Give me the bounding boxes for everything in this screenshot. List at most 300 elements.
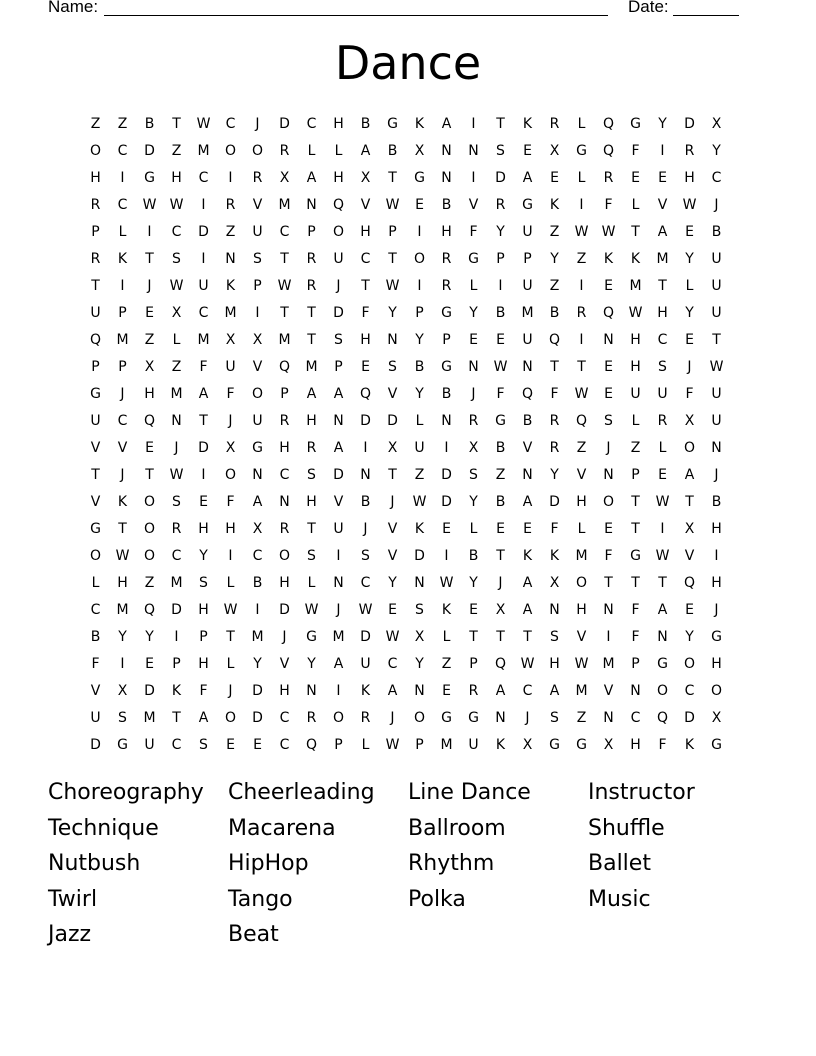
grid-letter[interactable]: T [307, 332, 316, 348]
grid-letter[interactable]: C [360, 575, 371, 591]
grid-letter[interactable]: V [603, 683, 614, 699]
grid-letter[interactable]: Y [388, 305, 397, 321]
grid-letter[interactable]: K [117, 251, 128, 267]
grid-letter[interactable]: Y [253, 656, 262, 672]
grid-letter[interactable]: B [414, 359, 425, 375]
grid-letter[interactable]: Z [90, 116, 101, 132]
grid-letter[interactable]: C [279, 737, 290, 753]
grid-letter[interactable]: T [91, 467, 100, 483]
grid-letter[interactable]: X [522, 737, 533, 753]
grid-letter[interactable]: O [413, 251, 426, 267]
grid-letter[interactable]: M [116, 602, 129, 618]
grid-letter[interactable]: L [172, 332, 181, 348]
grid-letter[interactable]: K [225, 278, 236, 294]
grid-letter[interactable]: W [169, 197, 184, 213]
grid-letter[interactable]: P [253, 278, 262, 294]
grid-letter[interactable]: Q [278, 359, 291, 375]
grid-letter[interactable]: K [441, 602, 452, 618]
grid-letter[interactable]: J [255, 116, 260, 132]
grid-letter[interactable]: Y [145, 629, 154, 645]
grid-letter[interactable]: E [604, 521, 613, 537]
grid-letter[interactable]: R [306, 251, 317, 267]
grid-letter[interactable]: Y [658, 116, 667, 132]
grid-letter[interactable]: Q [305, 737, 318, 753]
grid-letter[interactable]: I [714, 548, 719, 564]
grid-letter[interactable]: A [657, 224, 668, 240]
grid-letter[interactable]: J [120, 386, 125, 402]
grid-letter[interactable]: I [120, 170, 125, 186]
grid-letter[interactable]: H [630, 359, 641, 375]
grid-letter[interactable]: I [579, 278, 584, 294]
grid-letter[interactable]: U [711, 413, 722, 429]
grid-letter[interactable]: N [171, 413, 182, 429]
grid-letter[interactable]: Y [118, 629, 127, 645]
grid-letter[interactable]: L [415, 413, 424, 429]
grid-letter[interactable]: N [306, 197, 317, 213]
grid-letter[interactable]: H [630, 737, 641, 753]
grid-letter[interactable]: J [471, 386, 476, 402]
grid-letter[interactable]: U [90, 413, 101, 429]
grid-letter[interactable]: V [576, 467, 587, 483]
grid-letter[interactable]: B [441, 197, 452, 213]
grid-letter[interactable]: T [388, 170, 397, 186]
grid-letter[interactable]: X [387, 440, 398, 456]
grid-letter[interactable]: V [468, 197, 479, 213]
grid-letter[interactable]: G [468, 710, 479, 726]
grid-letter[interactable]: L [577, 170, 586, 186]
grid-letter[interactable]: O [224, 710, 237, 726]
grid-letter[interactable]: R [306, 278, 317, 294]
grid-letter[interactable]: U [333, 521, 344, 537]
grid-letter[interactable]: U [711, 305, 722, 321]
grid-letter[interactable]: R [603, 170, 614, 186]
grid-letter[interactable]: X [711, 116, 722, 132]
grid-letter[interactable]: L [226, 575, 235, 591]
grid-letter[interactable]: G [414, 170, 425, 186]
grid-letter[interactable]: C [225, 116, 236, 132]
grid-letter[interactable]: F [199, 359, 208, 375]
grid-letter[interactable]: N [549, 602, 560, 618]
grid-letter[interactable]: I [363, 440, 368, 456]
grid-letter[interactable]: E [604, 278, 613, 294]
grid-letter[interactable]: X [684, 521, 695, 537]
grid-letter[interactable]: I [498, 278, 503, 294]
grid-letter[interactable]: T [496, 548, 505, 564]
grid-letter[interactable]: H [684, 170, 695, 186]
grid-letter[interactable]: T [307, 305, 316, 321]
grid-letter[interactable]: S [415, 602, 424, 618]
grid-letter[interactable]: B [711, 494, 722, 510]
grid-letter[interactable]: Q [359, 386, 372, 402]
grid-letter[interactable]: T [361, 278, 370, 294]
grid-letter[interactable]: Y [415, 386, 424, 402]
grid-letter[interactable]: X [279, 170, 290, 186]
grid-letter[interactable]: S [496, 143, 505, 159]
grid-letter[interactable]: U [414, 440, 425, 456]
grid-letter[interactable]: O [89, 143, 102, 159]
grid-letter[interactable]: N [468, 143, 479, 159]
grid-letter[interactable]: I [471, 116, 476, 132]
grid-letter[interactable]: R [495, 197, 506, 213]
grid-letter[interactable]: U [522, 278, 533, 294]
grid-letter[interactable]: Q [143, 413, 156, 429]
grid-letter[interactable]: K [549, 197, 560, 213]
grid-letter[interactable]: E [145, 656, 154, 672]
grid-letter[interactable]: Z [549, 278, 560, 294]
grid-letter[interactable]: R [576, 305, 587, 321]
grid-letter[interactable]: U [225, 359, 236, 375]
grid-letter[interactable]: V [252, 197, 263, 213]
grid-letter[interactable]: R [549, 413, 560, 429]
grid-letter[interactable]: A [657, 602, 668, 618]
grid-letter[interactable]: Y [199, 548, 208, 564]
grid-letter[interactable]: S [253, 251, 262, 267]
grid-letter[interactable]: S [172, 494, 181, 510]
grid-letter[interactable]: R [279, 521, 290, 537]
grid-letter[interactable]: B [360, 116, 371, 132]
grid-letter[interactable]: W [358, 602, 373, 618]
grid-letter[interactable]: R [279, 413, 290, 429]
grid-letter[interactable]: H [360, 224, 371, 240]
grid-letter[interactable]: P [118, 305, 127, 321]
grid-letter[interactable]: U [90, 710, 101, 726]
name-blank-line[interactable] [104, 15, 608, 16]
grid-letter[interactable]: W [574, 224, 589, 240]
grid-letter[interactable]: A [387, 683, 398, 699]
grid-letter[interactable]: C [171, 224, 182, 240]
grid-letter[interactable]: T [631, 575, 640, 591]
grid-letter[interactable]: A [495, 683, 506, 699]
grid-letter[interactable]: H [198, 521, 209, 537]
grid-letter[interactable]: G [387, 116, 398, 132]
grid-letter[interactable]: C [387, 656, 398, 672]
grid-letter[interactable]: M [305, 359, 318, 375]
grid-letter[interactable]: B [90, 629, 101, 645]
grid-letter[interactable]: R [549, 116, 560, 132]
grid-letter[interactable]: H [90, 170, 101, 186]
grid-letter[interactable]: L [361, 737, 370, 753]
grid-letter[interactable]: U [252, 224, 263, 240]
grid-letter[interactable]: E [442, 683, 451, 699]
grid-letter[interactable]: V [360, 197, 371, 213]
grid-letter[interactable]: K [522, 116, 533, 132]
grid-letter[interactable]: J [390, 710, 395, 726]
grid-letter[interactable]: X [252, 521, 263, 537]
grid-letter[interactable]: S [334, 332, 343, 348]
grid-letter[interactable]: D [144, 143, 155, 159]
grid-letter[interactable]: G [441, 359, 452, 375]
grid-letter[interactable]: O [332, 710, 345, 726]
grid-letter[interactable]: J [687, 359, 692, 375]
grid-letter[interactable]: T [496, 116, 505, 132]
grid-letter[interactable]: W [628, 305, 643, 321]
grid-letter[interactable]: Y [469, 575, 478, 591]
grid-letter[interactable]: Z [117, 116, 128, 132]
grid-letter[interactable]: O [89, 548, 102, 564]
grid-letter[interactable]: V [387, 521, 398, 537]
grid-letter[interactable]: S [469, 467, 478, 483]
grid-letter[interactable]: D [333, 305, 344, 321]
grid-letter[interactable]: H [333, 170, 344, 186]
grid-letter[interactable]: I [444, 548, 449, 564]
grid-letter[interactable]: O [602, 494, 615, 510]
grid-letter[interactable]: Y [496, 224, 505, 240]
grid-letter[interactable]: P [415, 737, 424, 753]
grid-letter[interactable]: W [277, 278, 292, 294]
grid-letter[interactable]: D [441, 467, 452, 483]
grid-letter[interactable]: X [171, 305, 182, 321]
grid-letter[interactable]: M [575, 548, 588, 564]
grid-letter[interactable]: W [142, 197, 157, 213]
grid-letter[interactable]: K [549, 548, 560, 564]
grid-letter[interactable]: M [197, 332, 210, 348]
grid-letter[interactable]: V [252, 359, 263, 375]
grid-letter[interactable]: G [711, 737, 722, 753]
grid-letter[interactable]: C [306, 116, 317, 132]
grid-letter[interactable]: X [549, 575, 560, 591]
grid-letter[interactable]: A [522, 170, 533, 186]
grid-letter[interactable]: F [361, 305, 370, 321]
grid-letter[interactable]: Y [415, 332, 424, 348]
grid-letter[interactable]: Q [332, 197, 345, 213]
grid-letter[interactable]: E [145, 440, 154, 456]
grid-letter[interactable]: M [251, 629, 264, 645]
grid-letter[interactable]: F [685, 386, 694, 402]
grid-letter[interactable]: A [522, 602, 533, 618]
grid-letter[interactable]: H [198, 656, 209, 672]
grid-letter[interactable]: K [522, 548, 533, 564]
grid-letter[interactable]: W [196, 116, 211, 132]
grid-letter[interactable]: N [603, 332, 614, 348]
grid-letter[interactable]: L [469, 521, 478, 537]
grid-letter[interactable]: J [606, 440, 611, 456]
grid-letter[interactable]: R [279, 143, 290, 159]
grid-letter[interactable]: C [117, 143, 128, 159]
grid-letter[interactable]: T [658, 575, 667, 591]
grid-letter[interactable]: H [711, 575, 722, 591]
grid-letter[interactable]: C [522, 683, 533, 699]
grid-letter[interactable]: X [144, 359, 155, 375]
grid-letter[interactable]: L [91, 575, 100, 591]
grid-letter[interactable]: M [197, 143, 210, 159]
grid-letter[interactable]: J [228, 413, 233, 429]
grid-letter[interactable]: G [576, 143, 587, 159]
grid-letter[interactable]: U [711, 251, 722, 267]
grid-letter[interactable]: V [387, 548, 398, 564]
grid-letter[interactable]: E [523, 143, 532, 159]
grid-letter[interactable]: L [307, 143, 316, 159]
grid-letter[interactable]: Q [602, 143, 615, 159]
grid-letter[interactable]: P [415, 305, 424, 321]
grid-letter[interactable]: O [143, 521, 156, 537]
grid-letter[interactable]: E [199, 494, 208, 510]
grid-letter[interactable]: D [441, 494, 452, 510]
grid-letter[interactable]: P [91, 224, 100, 240]
grid-letter[interactable]: D [684, 710, 695, 726]
grid-letter[interactable]: Z [414, 467, 425, 483]
grid-letter[interactable]: R [549, 440, 560, 456]
grid-letter[interactable]: E [658, 170, 667, 186]
grid-letter[interactable]: T [172, 710, 181, 726]
grid-letter[interactable]: K [414, 116, 425, 132]
grid-letter[interactable]: W [169, 278, 184, 294]
grid-letter[interactable]: C [657, 332, 668, 348]
grid-letter[interactable]: B [495, 305, 506, 321]
grid-letter[interactable]: Y [415, 656, 424, 672]
grid-letter[interactable]: E [685, 332, 694, 348]
grid-letter[interactable]: H [144, 386, 155, 402]
grid-letter[interactable]: U [711, 386, 722, 402]
grid-letter[interactable]: K [171, 683, 182, 699]
grid-letter[interactable]: H [117, 575, 128, 591]
grid-letter[interactable]: W [385, 629, 400, 645]
grid-letter[interactable]: M [521, 305, 534, 321]
grid-letter[interactable]: T [469, 629, 478, 645]
grid-letter[interactable]: H [576, 494, 587, 510]
grid-letter[interactable]: Y [469, 494, 478, 510]
grid-letter[interactable]: I [228, 170, 233, 186]
grid-letter[interactable]: V [90, 683, 101, 699]
grid-letter[interactable]: D [171, 602, 182, 618]
grid-letter[interactable]: C [630, 710, 641, 726]
grid-letter[interactable]: P [280, 386, 289, 402]
grid-letter[interactable]: D [414, 548, 425, 564]
grid-letter[interactable]: M [170, 386, 183, 402]
grid-letter[interactable]: U [252, 413, 263, 429]
grid-letter[interactable]: F [604, 548, 613, 564]
grid-letter[interactable]: C [117, 197, 128, 213]
grid-letter[interactable]: P [172, 656, 181, 672]
grid-letter[interactable]: I [660, 521, 665, 537]
grid-letter[interactable]: K [684, 737, 695, 753]
grid-letter[interactable]: R [468, 413, 479, 429]
grid-letter[interactable]: I [174, 629, 179, 645]
grid-letter[interactable]: R [171, 521, 182, 537]
grid-letter[interactable]: S [199, 737, 208, 753]
grid-letter[interactable]: Z [144, 575, 155, 591]
grid-letter[interactable]: Q [575, 413, 588, 429]
grid-letter[interactable]: A [549, 683, 560, 699]
grid-letter[interactable]: N [603, 602, 614, 618]
grid-letter[interactable]: L [658, 440, 667, 456]
grid-letter[interactable]: N [522, 359, 533, 375]
grid-letter[interactable]: L [442, 629, 451, 645]
grid-letter[interactable]: T [118, 521, 127, 537]
grid-letter[interactable]: T [145, 251, 154, 267]
grid-letter[interactable]: S [604, 413, 613, 429]
grid-letter[interactable]: N [333, 575, 344, 591]
grid-letter[interactable]: X [414, 143, 425, 159]
grid-letter[interactable]: C [198, 170, 209, 186]
grid-letter[interactable]: W [574, 386, 589, 402]
grid-letter[interactable]: K [360, 683, 371, 699]
grid-letter[interactable]: N [711, 440, 722, 456]
grid-letter[interactable]: N [657, 629, 668, 645]
grid-letter[interactable]: B [468, 548, 479, 564]
grid-letter[interactable]: U [711, 278, 722, 294]
grid-letter[interactable]: V [387, 386, 398, 402]
grid-letter[interactable]: A [198, 710, 209, 726]
grid-letter[interactable]: W [385, 278, 400, 294]
grid-letter[interactable]: L [307, 575, 316, 591]
grid-letter[interactable]: I [201, 251, 206, 267]
grid-letter[interactable]: I [471, 170, 476, 186]
grid-letter[interactable]: S [658, 359, 667, 375]
grid-letter[interactable]: D [198, 440, 209, 456]
grid-letter[interactable]: J [336, 278, 341, 294]
grid-letter[interactable]: N [279, 494, 290, 510]
grid-letter[interactable]: Q [602, 305, 615, 321]
grid-letter[interactable]: R [441, 278, 452, 294]
grid-letter[interactable]: T [604, 575, 613, 591]
grid-letter[interactable]: Z [576, 251, 587, 267]
grid-letter[interactable]: A [252, 494, 263, 510]
grid-letter[interactable]: A [333, 386, 344, 402]
grid-letter[interactable]: G [630, 116, 641, 132]
grid-letter[interactable]: I [417, 278, 422, 294]
grid-letter[interactable]: R [225, 197, 236, 213]
grid-letter[interactable]: E [361, 359, 370, 375]
grid-letter[interactable]: C [279, 224, 290, 240]
grid-letter[interactable]: D [198, 224, 209, 240]
grid-letter[interactable]: S [307, 548, 316, 564]
grid-letter[interactable]: O [575, 575, 588, 591]
grid-letter[interactable]: G [441, 710, 452, 726]
grid-letter[interactable]: R [306, 440, 317, 456]
grid-letter[interactable]: N [387, 332, 398, 348]
grid-letter[interactable]: N [360, 467, 371, 483]
grid-letter[interactable]: Z [441, 656, 452, 672]
grid-letter[interactable]: E [523, 521, 532, 537]
grid-letter[interactable]: N [441, 413, 452, 429]
date-blank-line[interactable] [673, 15, 739, 16]
grid-letter[interactable]: P [631, 467, 640, 483]
grid-letter[interactable]: U [90, 305, 101, 321]
grid-letter[interactable]: F [226, 386, 235, 402]
grid-letter[interactable]: F [91, 656, 100, 672]
grid-letter[interactable]: T [523, 629, 532, 645]
grid-letter[interactable]: E [469, 602, 478, 618]
grid-letter[interactable]: E [685, 224, 694, 240]
grid-letter[interactable]: N [225, 251, 236, 267]
grid-letter[interactable]: R [306, 710, 317, 726]
grid-letter[interactable]: Y [685, 305, 694, 321]
grid-letter[interactable]: I [255, 305, 260, 321]
grid-letter[interactable]: W [115, 548, 130, 564]
grid-letter[interactable]: W [493, 359, 508, 375]
grid-letter[interactable]: W [655, 494, 670, 510]
grid-letter[interactable]: E [658, 467, 667, 483]
grid-letter[interactable]: G [117, 737, 128, 753]
grid-letter[interactable]: K [414, 521, 425, 537]
grid-letter[interactable]: T [631, 521, 640, 537]
grid-letter[interactable]: X [225, 332, 236, 348]
grid-letter[interactable]: P [334, 737, 343, 753]
grid-letter[interactable]: E [388, 602, 397, 618]
grid-letter[interactable]: Q [143, 602, 156, 618]
grid-letter[interactable]: X [225, 440, 236, 456]
grid-letter[interactable]: H [711, 521, 722, 537]
grid-letter[interactable]: Q [89, 332, 102, 348]
grid-letter[interactable]: B [387, 143, 398, 159]
grid-letter[interactable]: F [631, 629, 640, 645]
grid-letter[interactable]: U [360, 656, 371, 672]
grid-letter[interactable]: M [278, 197, 291, 213]
grid-letter[interactable]: G [252, 440, 263, 456]
grid-letter[interactable]: L [685, 278, 694, 294]
grid-letter[interactable]: G [468, 251, 479, 267]
grid-letter[interactable]: R [252, 170, 263, 186]
